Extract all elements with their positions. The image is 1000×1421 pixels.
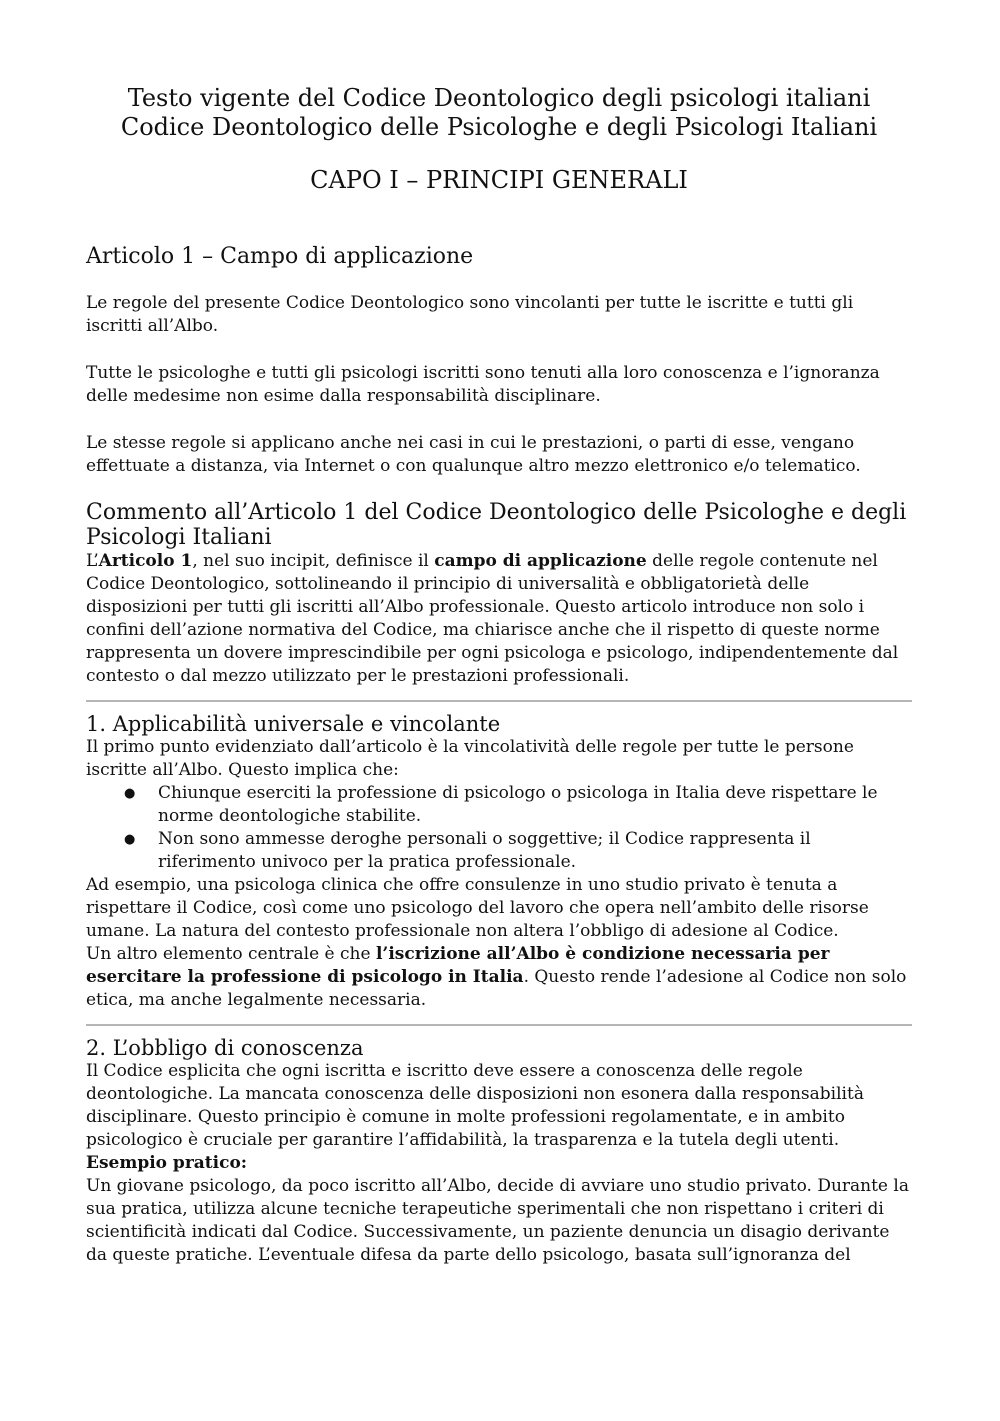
bullet-icon: ●: [124, 786, 136, 801]
bold-requirement: l’iscrizione all’Albo è condizione necessaria per esercitare la professione di psicologo in Italia: [86, 944, 830, 987]
article-paragraph-1: Le regole del presente Codice Deontologico sono vincolanti per tutte le iscritte e tutti gli iscritti all’Albo.: [86, 293, 854, 336]
article-paragraph-3: Le stesse regole si applicano anche nei casi in cui le prestazioni, o parti di esse, vengano effettuate a distanza, via Internet o con qualunque altro mezzo elettronico e/o telematico.: [86, 433, 861, 476]
comment-title: Commento all’Articolo 1 del Codice Deontologico delle Psicologhe e degli Psicologi Italiani: [86, 500, 907, 550]
section-2-example: Un giovane psicologo, da poco iscritto all’Albo, decide di avviare uno studio privato. Durante la sua pratica, utilizza alcune tecniche terapeutiche sperimentali che non rispettano i criteri di scientificità indicati dal Codice. Successivamente, un paziente denuncia un disagio derivante da queste pratiche. L’eventuale difesa da parte dello psicologo, basata sull’ignoranza del: [86, 1176, 909, 1265]
section-divider-2: [86, 1024, 912, 1026]
bold-article-ref: Articolo 1: [98, 551, 193, 571]
list-item: ● Non sono ammesse deroghe personali o soggettive; il Codice rappresenta il riferimento univoco per la pratica professionale.: [124, 829, 811, 872]
comment-intro: L’Articolo 1, nel suo incipit, definisce il campo di applicazione delle regole contenute nel Codice Deontologico, sottolineando il principio di universalità e obbligatorietà delle disposizioni per tutti gli iscritti all’Albo professionale. Questo articolo introduce non solo i confini dell’azione normativa del Codice, ma chiarisce anche che il rispetto di queste norme rappresenta un dovere imprescindibile per ogni psicologa e psicologo, indipendentemente dal contesto o dal mezzo utilizzato per le prestazioni professionali.: [86, 551, 899, 686]
title-line-1: Testo vigente del Codice Deontologico degli psicologi italiani: [127, 84, 871, 112]
section-1-example: Ad esempio, una psicologa clinica che offre consulenze in uno studio privato è tenuta a rispettare il Codice, così come uno psicologo del lavoro che opera nell’ambito delle risorse umane. La natura del contesto professionale non altera l’obbligo di adesione al Codice.: [86, 875, 869, 941]
chapter-heading: CAPO I – PRINCIPI GENERALI: [310, 166, 688, 194]
document-page: [86, 84, 912, 1267]
list-item: ● Chiunque eserciti la professione di psicologo o psicologa in Italia deve rispettare le norme deontologiche stabilite.: [124, 783, 878, 826]
section-1-final: Un altro elemento centrale è che l’iscrizione all’Albo è condizione necessaria per esercitare la professione di psicologo in Italia. Questo rende l’adesione al Codice non solo etica, ma anche legalmente necessaria.: [86, 944, 907, 1010]
document-title: [86, 84, 912, 142]
section-1-intro: Il primo punto evidenziato dall’articolo è la vincolatività delle regole per tutte le persone iscritte all’Albo. Questo implica che:: [86, 737, 854, 780]
bullet-icon: ●: [124, 832, 136, 847]
section-1-bullet-list: [86, 782, 912, 874]
bold-scope: campo di applicazione: [434, 551, 647, 571]
article-paragraph-2: Tutte le psicologhe e tutti gli psicologi iscritti sono tenuti alla loro conoscenza e l’ignoranza delle medesime non esime dalla responsabilità disciplinare.: [86, 363, 880, 406]
title-line-2: Codice Deontologico delle Psicologhe e degli Psicologi Italiani: [120, 113, 878, 141]
article-title: Articolo 1 – Campo di applicazione: [86, 244, 474, 269]
section-divider-1: [86, 700, 912, 702]
section-2-intro: Il Codice esplicita che ogni iscritta e iscritto deve essere a conoscenza delle regole deontologiche. La mancata conoscenza delle disposizioni non esonera dalla responsabilità disciplinare. Questo principio è comune in molte professioni regolamentate, e in ambito psicologico è cruciale per garantire l’affidabilità, la trasparenza e la tutela degli utenti.: [86, 1061, 864, 1150]
section-2-example-label: Esempio pratico:: [86, 1153, 248, 1173]
section-1-title: 1. Applicabilità universale e vincolante: [86, 712, 501, 736]
section-2-title: 2. L’obbligo di conoscenza: [86, 1036, 364, 1060]
